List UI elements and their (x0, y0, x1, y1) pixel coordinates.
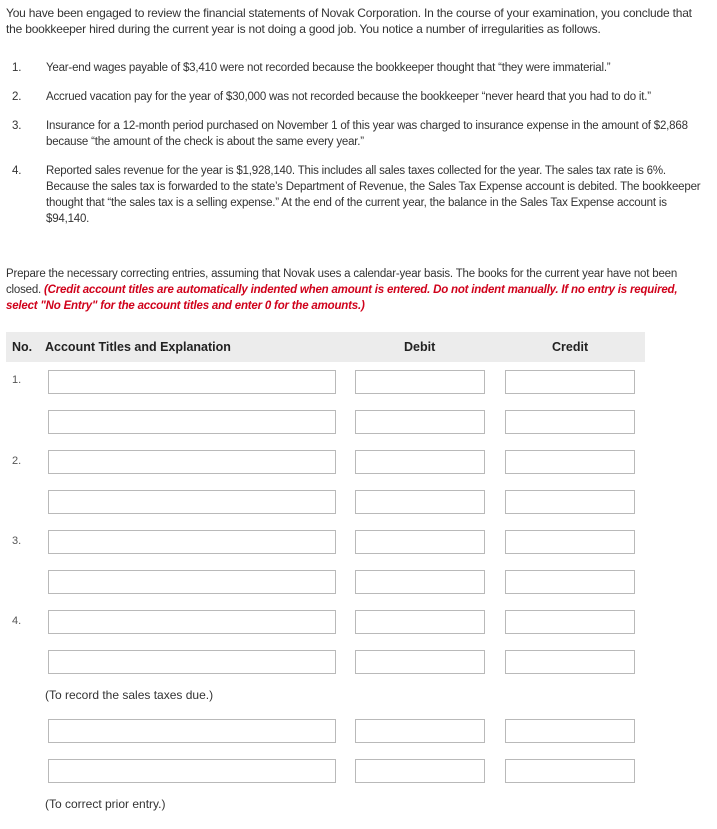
header-no: No. (12, 340, 33, 354)
entry-4a-line-1-credit[interactable] (505, 610, 635, 634)
entry-1-line-1-credit[interactable] (505, 370, 635, 394)
problem-intro: You have been engaged to review the financial statements of Novak Corporation. In the course of your examination, you conclude that the bookkeeper hired during the current year is not doing a good job. You notice a number of irregularities as follows. (6, 6, 692, 36)
journal-table-header (6, 332, 645, 362)
entry-2-line-2-credit[interactable] (505, 490, 635, 514)
irregularity-text: Year-end wages payable of $3,410 were not recorded because the bookkeeper thought that “they were immaterial.” (46, 62, 611, 74)
entry-number-1: 1. (12, 374, 22, 386)
entry-4a-line-2-account[interactable] (48, 650, 336, 674)
entry-1-line-2-account[interactable] (48, 410, 336, 434)
irregularity-text: Accrued vacation pay for the year of $30,000 was not recorded because the bookkeeper “never heard that you had to do it.” (46, 91, 651, 103)
entry-4a-explanation: (To record the sales taxes due.) (45, 688, 214, 702)
entry-1-line-2-credit[interactable] (505, 410, 635, 434)
entry-4a-line-2-credit[interactable] (505, 650, 635, 674)
instructions (6, 266, 711, 314)
instructions-text: Prepare the necessary correcting entries, assuming that Novak uses a calendar-year basis. The books for the current year have not been closed. (6, 268, 678, 296)
entry-number-3: 3. (12, 535, 22, 547)
entry-3-line-2-credit[interactable] (505, 570, 635, 594)
entry-2-line-2-debit[interactable] (355, 490, 485, 514)
header-debit: Debit (404, 340, 436, 354)
entry-2-line-1-debit[interactable] (355, 450, 485, 474)
instructions-note: (Credit account titles are automatically indented when amount is entered. Do not indent manually. If no entry is required, select "No Entry" for the account titles and enter 0 for the amounts.) (6, 284, 678, 312)
entry-4a-line-1-debit[interactable] (355, 610, 485, 634)
entry-3-line-2-account[interactable] (48, 570, 336, 594)
header-credit: Credit (552, 340, 589, 354)
entry-4b-line-2-debit[interactable] (355, 759, 485, 783)
irregularity-number: 4. (12, 165, 22, 177)
entry-2-line-1-credit[interactable] (505, 450, 635, 474)
irregularity-number: 2. (12, 91, 22, 103)
entry-3-line-2-debit[interactable] (355, 570, 485, 594)
header-account-titles: Account Titles and Explanation (45, 340, 231, 354)
irregularity-number: 1. (12, 62, 22, 74)
entry-3-line-1-account[interactable] (48, 530, 336, 554)
entry-4b-line-1-credit[interactable] (505, 719, 635, 743)
entry-4b-line-2-credit[interactable] (505, 759, 635, 783)
entry-3-line-1-credit[interactable] (505, 530, 635, 554)
entry-1-line-1-debit[interactable] (355, 370, 485, 394)
irregularity-number: 3. (12, 120, 22, 132)
entry-1-line-1-account[interactable] (48, 370, 336, 394)
irregularity-text: Insurance for a 12-month period purchased on November 1 of this year was charged to insurance expense in the amount of $2,868 because “the amount of the check is about the same every year.” (46, 120, 688, 148)
entry-4b-explanation: (To correct prior entry.) (45, 797, 166, 811)
entry-4a-line-1-account[interactable] (48, 610, 336, 634)
entry-4b-line-2-account[interactable] (48, 759, 336, 783)
entry-1-line-2-debit[interactable] (355, 410, 485, 434)
entry-number-4: 4. (12, 615, 22, 627)
entry-2-line-2-account[interactable] (48, 490, 336, 514)
entry-4b-line-1-debit[interactable] (355, 719, 485, 743)
irregularity-text: Reported sales revenue for the year is $1,928,140. This includes all sales taxes collected for the year. The sales tax rate is 6%. Because the sales tax is forwarded to the state’s Department of Revenue, the Sales Tax Expense account is debited. The bookkeeper thought that “the sales tax is a selling expense.” At the end of the current year, the balance in the Sales Tax Expense account is $94,140. (46, 165, 701, 225)
entry-2-line-1-account[interactable] (48, 450, 336, 474)
entry-4a-line-2-debit[interactable] (355, 650, 485, 674)
entry-4b-line-1-account[interactable] (48, 719, 336, 743)
entry-3-line-1-debit[interactable] (355, 530, 485, 554)
entry-number-2: 2. (12, 455, 22, 467)
